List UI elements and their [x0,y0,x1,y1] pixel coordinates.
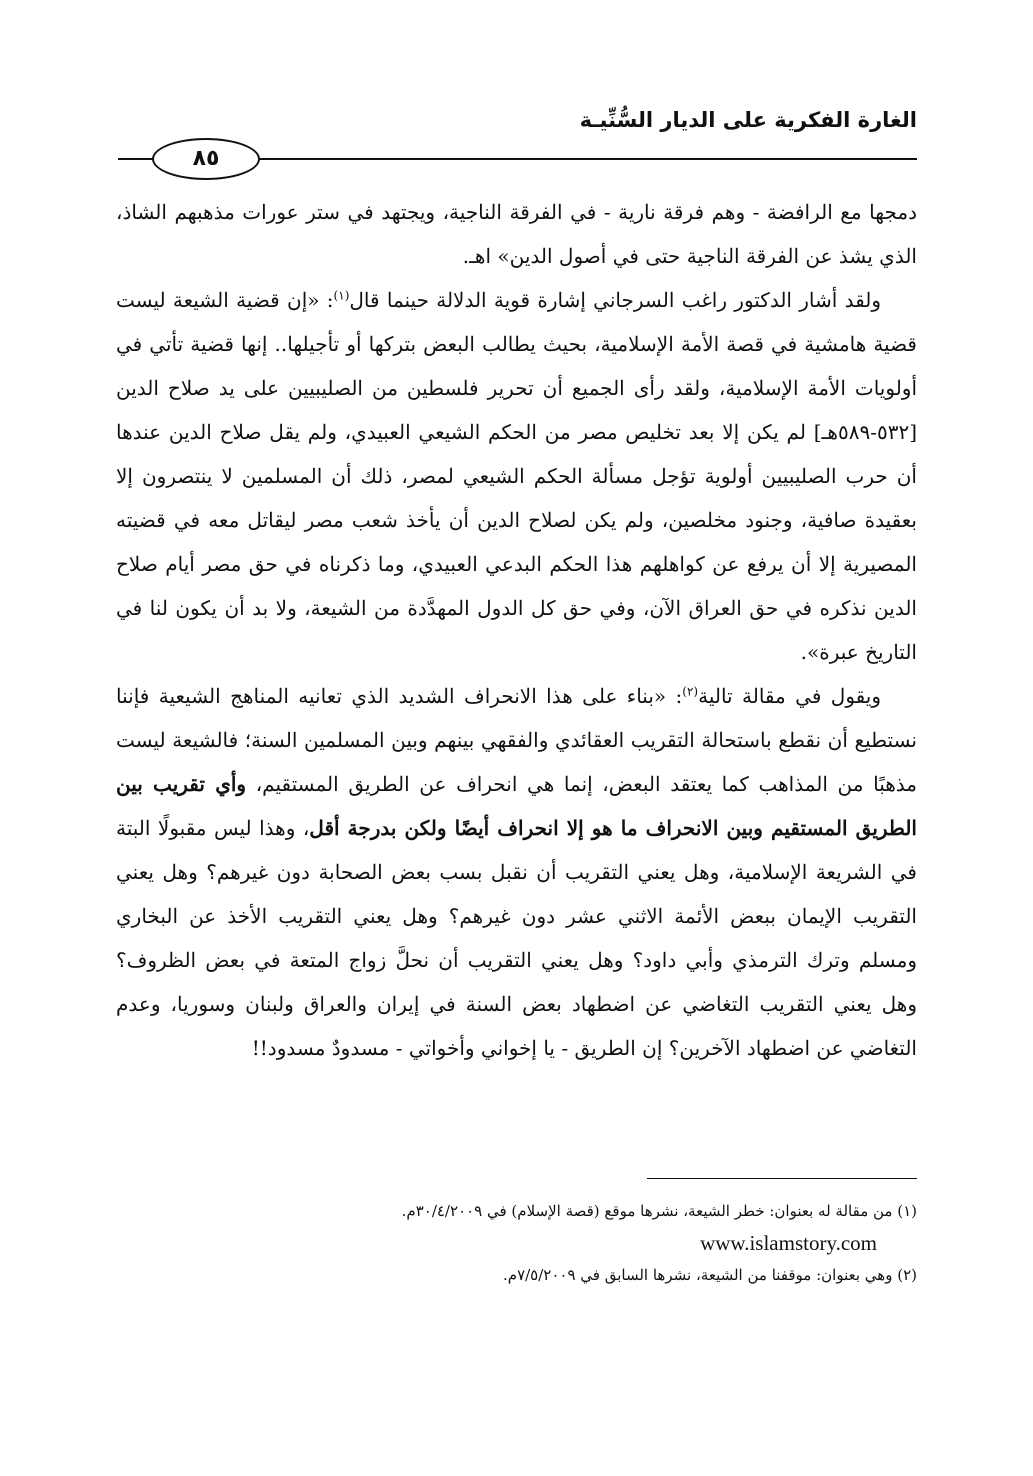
paragraph-2 [116,278,917,674]
paragraph-3-quote-end: ، وهذا ليس مقبولًا البتة في الشريعة الإسلامية، وهل يعني التقريب أن نقبل بسب بعض الصحابة دون غيرهم؟ وهل يعني التقريب الإيمان ببعض الأئمة الاثني عشر دون غيرهم؟ وهل يعني التقريب الأخذ عن البخاري ومسلم وترك الترمذي وأبي داود؟ وهل يعني التقريب أن نحلَّ زواج المتعة في بعض الظروف؟ وهل يعني التقريب التغاضي عن اضطهاد بعض السنة في إيران والعراق ولبنان وسوريا، وعدم التغاضي عن اضطهاد الآخرين؟ إن الطريق - يا إخواني وأخواتي - مسدودٌ مسدود!! [116,816,917,1060]
footnote-2: (٢) وهي بعنوان: موقفنا من الشيعة، نشرها السابق في ٧/٥/٢٠٠٩م. [503,1266,917,1284]
running-header-title: الغارة الفكرية على الديار السُّنِّيـة [579,108,917,132]
footnotes [116,1196,917,1290]
paragraph-3 [116,674,917,1070]
footnote-ref-1: (١) [333,288,350,303]
paragraph-3-quote: : «بناء على هذا الانحراف الشديد الذي تعانيه المناهج الشيعية فإننا نستطيع أن نقطع باستحالة التقريب العقائدي والفقهي بينهم وبين المسلمين السنة؛ فالشيعة ليست مذهبًا من المذاهب كما يعتقد البعض، إنما هي انحراف عن الطريق المستقيم، [116,684,917,796]
footnote-ref-2: (٢) [682,684,699,699]
paragraph-2-intro: ولقد أشار الدكتور راغب السرجاني إشارة قوية الدلالة حينما قال [349,288,881,312]
main-text [116,190,917,1070]
footnote-rule [647,1178,917,1179]
footnote-1: (١) من مقالة له بعنوان: خطر الشيعة، نشرها موقع (قصة الإسلام) في ٣٠/٤/٢٠٠٩م. [401,1202,917,1220]
footnote-1-url: www.islamstory.com [700,1231,877,1255]
paragraph-3-intro: ويقول في مقالة تالية [698,684,882,708]
paragraph-1: دمجها مع الرافضة - وهم فرقة نارية - في الفرقة الناجية، ويجتهد في ستر عورات مذهبهم الشاذ، الذي يشذ عن الفرقة الناجية حتى في أصول الدين» اهـ. [116,200,917,268]
page-number: ٨٥ [152,138,260,180]
paragraph-3-bold-quote: وأي تقريب بين الطريق المستقيم وبين الانحراف ما هو إلا انحراف أيضًا ولكن بدرجة أقل [116,772,917,840]
paragraph-2-quote: : «إن قضية الشيعة ليست قضية هامشية في قصة الأمة الإسلامية، بحيث يطالب البعض بتركها أو تأجيلها.. إنها قضية تأتي في أولويات الأمة الإسلامية، ولقد رأى الجميع أن تحرير فلسطين من الصليبيين على يد صلاح الدين [٥٣٢-٥٨٩هـ] لم يكن إلا بعد تخليص مصر من الحكم الشيعي العبيدي، ولم يقل صلاح الدين عندها أن حرب الصليبيين أولوية تؤجل مسألة الحكم الشيعي لمصر، ذلك أن المسلمين لا ينتصرون إلا بعقيدة صافية، وجنود مخلصين، ولم يكن لصلاح الدين أن يأخذ شعب مصر ليقاتل معه في قضيته المصيرية إلا أن يرفع عن كواهلهم هذا الحكم البدعي العبيدي، وما ذكرناه في حق مصر أيام صلاح الدين نذكره في حق العراق الآن، وفي حق كل الدول المهدَّدة من الشيعة، ولا بد أن يكون لنا في التاريخ عبرة». [116,288,917,664]
